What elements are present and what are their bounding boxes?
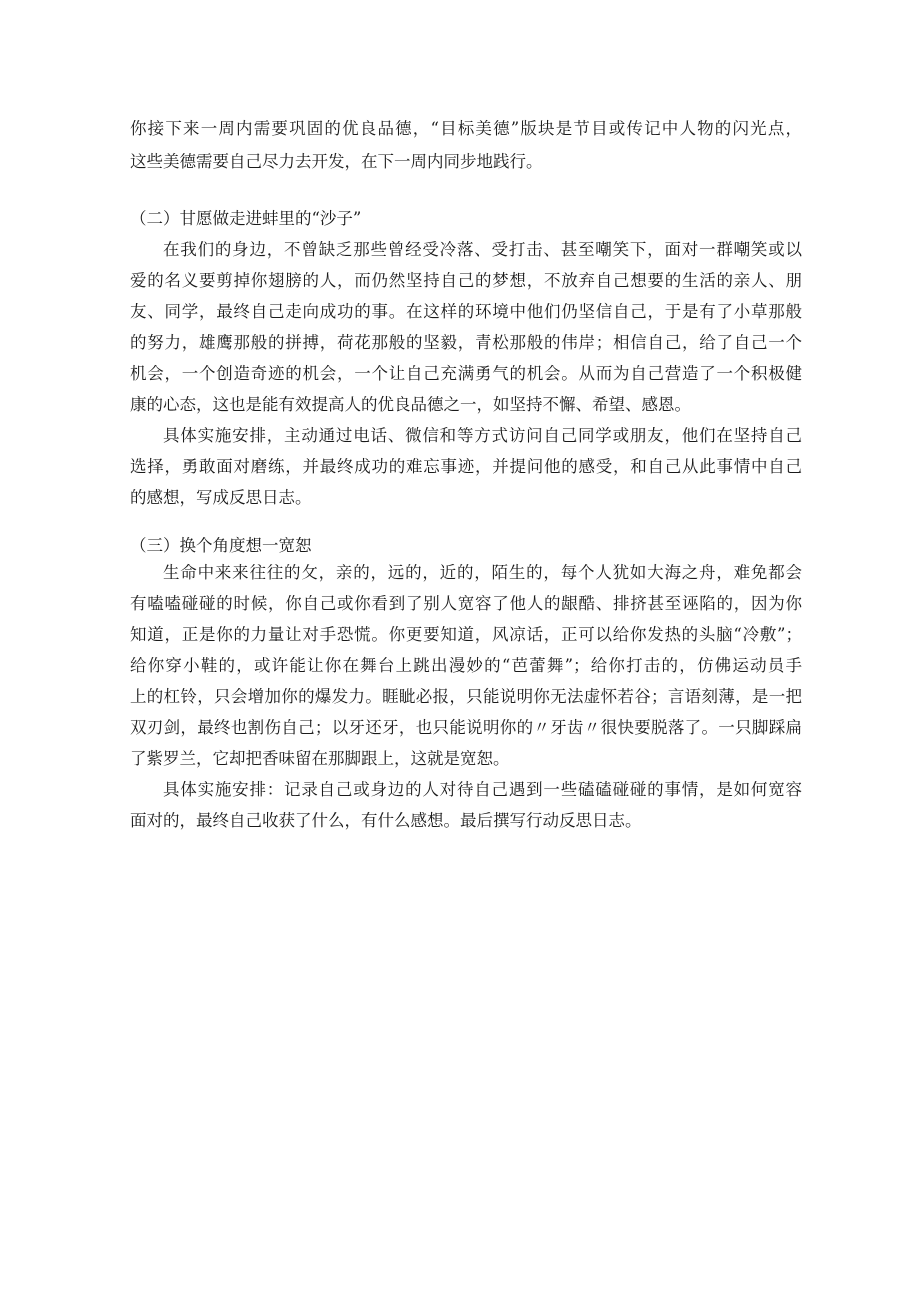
section2-para2-line-1: 具体实施安排，主动通过电话、微信和等方式访问自己同学或朋友，他们在坚持自己 — [163, 426, 802, 445]
intro-line-1: 你接下来一周内需要巩固的优良品德，“目标美德”版块是节目或传记中人物的闪光点， — [130, 119, 802, 138]
section3-para1-line-2: 有嗑嗑碰碰的时候，你自己或你看到了别人宽容了他人的龈酷、排挤甚至诬陷的，因为你 — [130, 594, 802, 613]
section3-para2-line-2: 面对的，最终自己收获了什么，有什么感想。最后撰写行动反思日志。 — [130, 811, 642, 830]
section3-para1-line-5: 上的杠铃，只会增加你的爆发力。睚眦必报，只能说明你无法虚怀若谷；言语刻薄，是一把 — [130, 687, 802, 706]
intro-line-2: 这些美德需要自己尽力去开发，在下一周内同步地践行。 — [130, 152, 543, 171]
section3-heading: （三）换个角度想一宽恕 — [130, 536, 312, 555]
section3-para1-line-1: 生命中来来往往的攵，亲的，远的，近的，陌生的，每个人犹如大海之舟，难免都会 — [163, 563, 802, 582]
section3-para1-line-7: 了紫罗兰，它却把香味留在那脚跟上，这就是宽恕。 — [130, 749, 510, 768]
section2-para1-line-6: 康的心态，这也是能有效提高人的优良品德之一，如坚持不懈、希望、感恩。 — [130, 395, 691, 414]
section2-para1-line-2: 爱的名义要剪掉你翅膀的人，而仍然坚持自己的梦想，不放弃自己想要的生活的亲人、朋 — [130, 271, 802, 290]
section3-para1-line-3: 知道，正是你的力量让对手恐慌。你更要知道，风凉话，正可以给你发热的头脑“冷敷”； — [130, 625, 802, 644]
section2-para2-line-2: 选择，勇敢面对磨练，并最终成功的难忘事迹，并提问他的感受，和自己从此事情中自己 — [130, 457, 802, 476]
section2-para1-line-5: 机会，一个创造奇迹的机会，一个让自己充满勇气的机会。从而为自己营造了一个积极健 — [130, 364, 802, 383]
section3-para1-line-6: 双刃剑，最终也割伤自己；以牙还牙，也只能说明你的〃牙齿〃很快要脱落了。一只脚踩扁 — [130, 718, 802, 737]
section3-para2-line-1: 具体实施安排：记录自己或身边的人对待自己遇到一些磕磕碰碰的事情，是如何宽容 — [163, 780, 802, 799]
section2-para1-line-3: 友、同学，最终自己走向成功的事。在这样的环境中他们仍坚信自己，于是有了小草那般 — [130, 302, 802, 321]
section2-para1-line-1: 在我们的身边，不曾缺乏那些曾经受冷落、受打击、甚至嘲笑下，面对一群嘲笑或以 — [163, 240, 802, 259]
section2-para2-line-3: 的感想，写成反思日志。 — [130, 488, 312, 507]
section2-para1-line-4: 的努力，雄鹰那般的拼搏，荷花那般的坚毅，青松那般的伟岸；相信自己，给了自己一个 — [130, 333, 802, 352]
section3-para1-line-4: 给你穿小鞋的，或许能让你在舞台上跳出漫妙的“芭蕾舞”；给你打击的，仿佛运动员手 — [130, 656, 802, 675]
section2-heading: （二）甘愿做走进蚌里的“沙子” — [130, 209, 362, 228]
